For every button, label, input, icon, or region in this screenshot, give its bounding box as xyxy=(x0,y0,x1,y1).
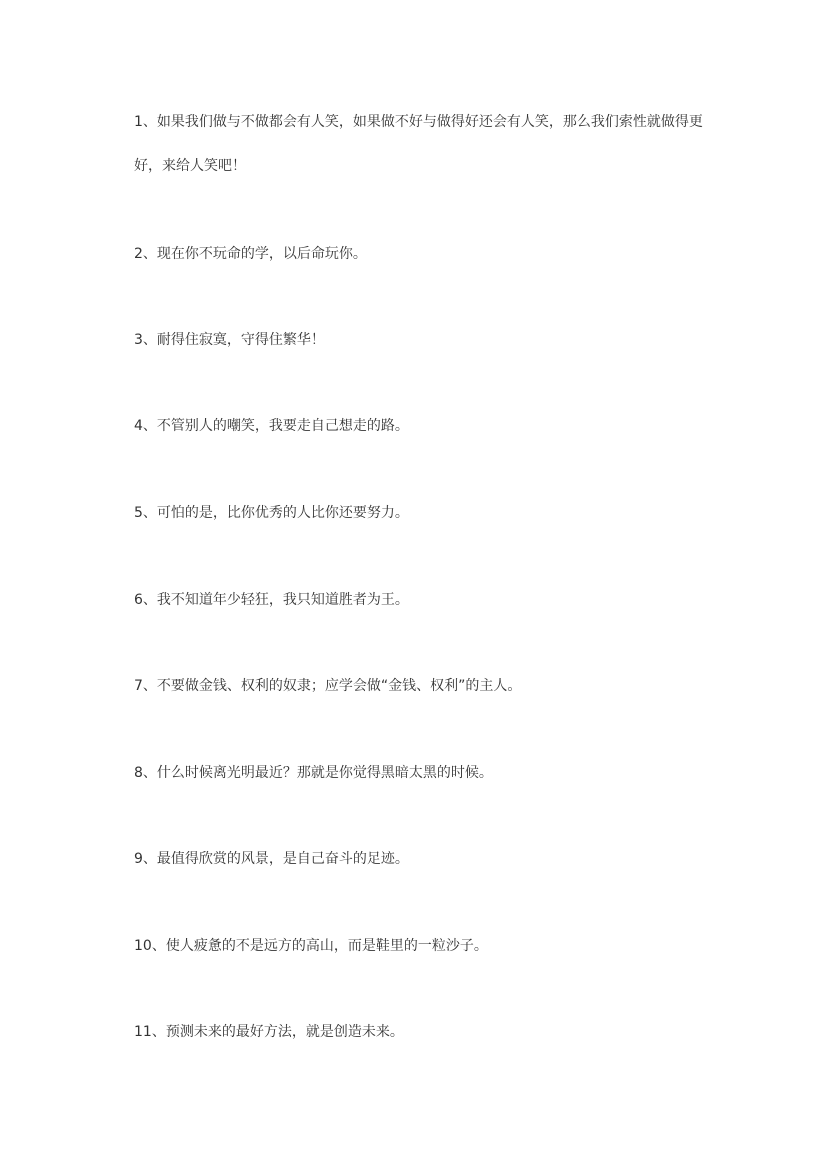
quote-8: 8、什么时候离光明最近？那就是你觉得黑暗太黑的时候。 xyxy=(134,765,493,781)
quote-6: 6、我不知道年少轻狂，我只知道胜者为王。 xyxy=(134,592,409,608)
quote-1: 1、如果我们做与不做都会有人笑，如果做不好与做得好还会有人笑，那么我们索性就做得更好，来给人笑吧！ xyxy=(134,114,703,174)
quote-7: 7、不要做金钱、权利的奴隶；应学会做“金钱、权利”的主人。 xyxy=(134,678,522,694)
quote-10: 10、使人疲惫的不是远方的高山，而是鞋里的一粒沙子。 xyxy=(134,938,488,954)
quote-9: 9、最值得欣赏的风景，是自己奋斗的足迹。 xyxy=(134,851,409,867)
quote-11: 11、预测未来的最好方法，就是创造未来。 xyxy=(134,1024,404,1040)
quote-5: 5、可怕的是，比你优秀的人比你还要努力。 xyxy=(134,505,409,521)
quote-4: 4、不管别人的嘲笑，我要走自己想走的路。 xyxy=(134,418,409,434)
quote-2: 2、现在你不玩命的学，以后命玩你。 xyxy=(134,246,367,262)
quote-3: 3、耐得住寂寞，守得住繁华！ xyxy=(134,332,325,348)
